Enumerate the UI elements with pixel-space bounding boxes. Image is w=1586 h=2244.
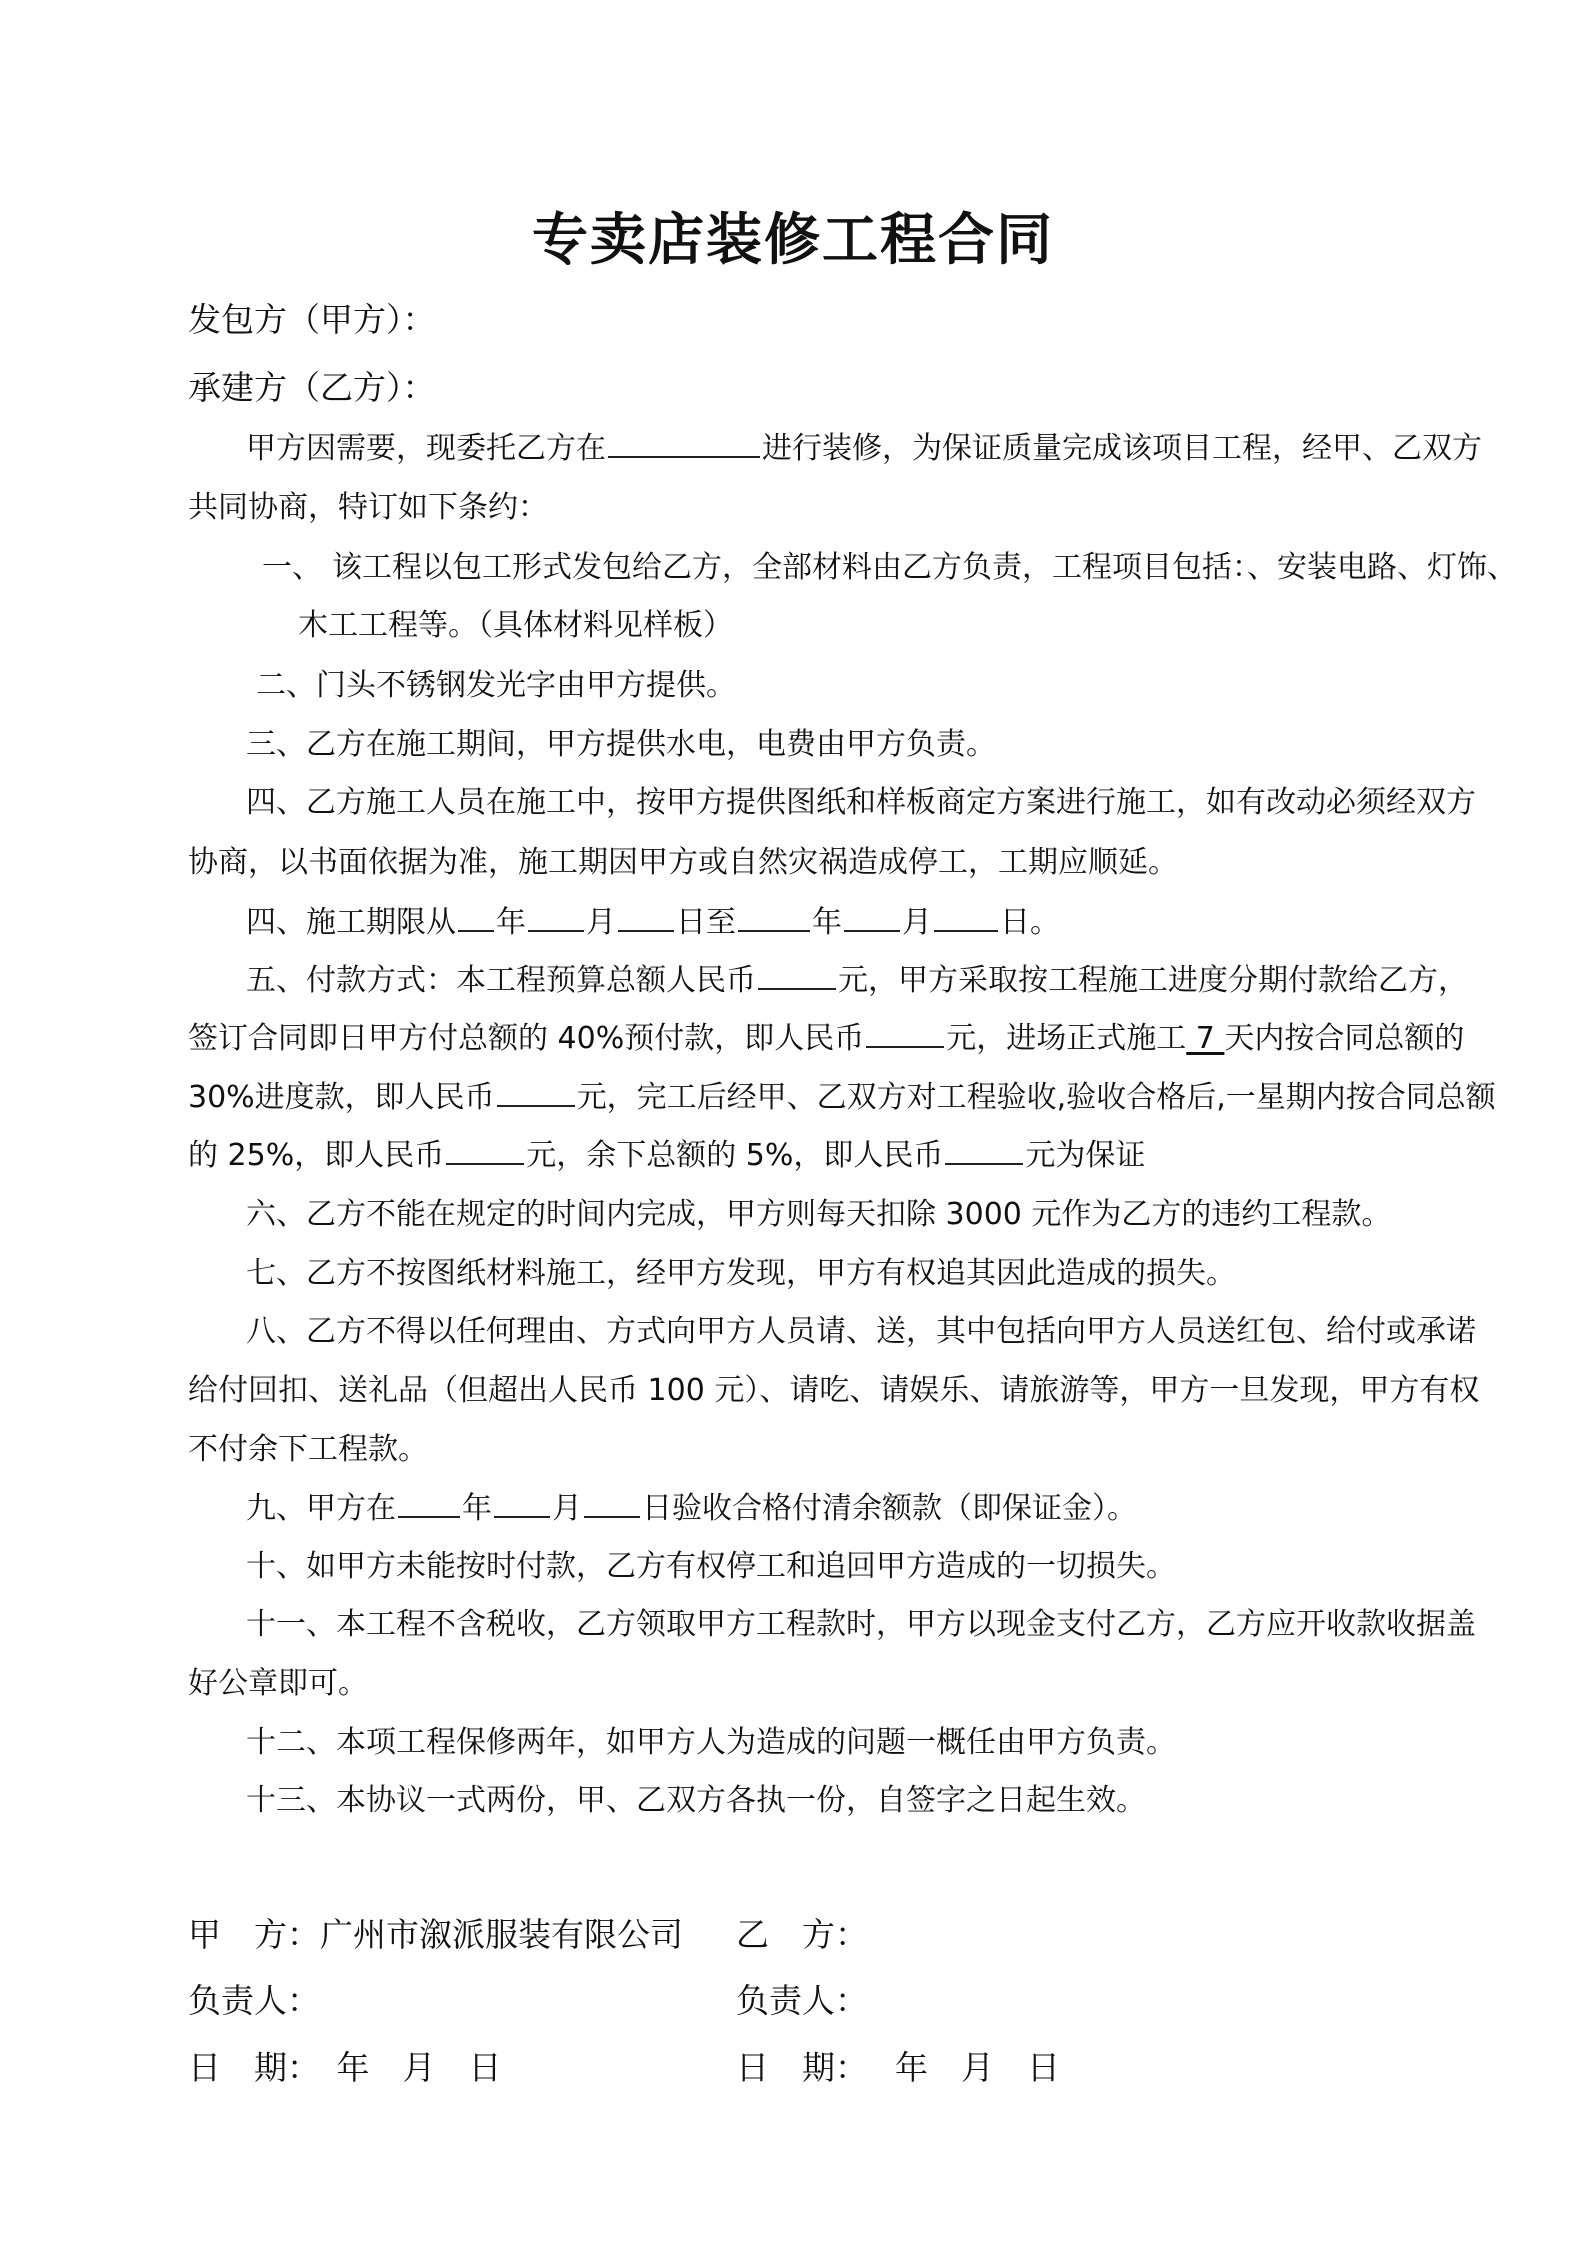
party-a-label: 发包方（甲方）： (188, 300, 436, 339)
clause-5-line-3 (188, 1077, 1496, 1118)
acceptance-year-blank (398, 1488, 460, 1518)
clause-1-line-1: 该工程以包工形式发包给乙方，全部材料由乙方负责，工程项目包括：、安装电路、灯饰、 (332, 550, 1517, 585)
start-month-blank (528, 902, 584, 932)
document-title: 专卖店装修工程合同 (532, 208, 1054, 273)
intro-text-1: 甲方因需要，现委托乙方在 (246, 431, 606, 466)
payment-text: 30%进度款，即人民币 (188, 1080, 495, 1115)
payment-text: 元为保证 (1025, 1138, 1146, 1173)
clause-3: 三、乙方在施工期间，甲方提供水电，电费由甲方负责。 (246, 727, 996, 762)
advance-amount-blank (866, 1018, 944, 1048)
retention-amount-blank (945, 1135, 1023, 1165)
location-blank (608, 428, 760, 458)
signature-person-a: 负责人： (188, 1981, 320, 2020)
period-text: 四、施工期限从 (246, 905, 456, 940)
clause-2: 二、门头不锈钢发光字由甲方提供。 (256, 668, 736, 703)
clause-7: 七、乙方不按图纸材料施工，经甲方发现，甲方有权追其因此造成的损失。 (246, 1256, 1236, 1291)
signature-date-b: 日 期： 年 月 日 (736, 2048, 1060, 2087)
signature-party-b: 乙 方： (736, 1915, 868, 1954)
signature-person-b: 负责人： (736, 1981, 868, 2020)
clause-9 (246, 1488, 1137, 1529)
clause-1-number: 一、 (262, 550, 322, 585)
payment-text: 元，进场正式施工 (946, 1021, 1187, 1056)
intro-text-2: 进行装修，为保证质量完成该项目工程，经甲、乙双方 (762, 431, 1482, 466)
payment-text: 元，完工后经甲、乙双方对工程验收,验收合格后,一星期内按合同总额 (576, 1080, 1496, 1115)
year-text: 年 (462, 1491, 492, 1526)
payment-text: 天内按合同总额的 (1224, 1021, 1465, 1056)
signature-party-a: 甲 方：广州市溆派服装有限公司 (188, 1915, 683, 1954)
acceptance-text: 九、甲方在 (246, 1491, 396, 1526)
total-amount-blank (758, 960, 836, 990)
clause-11-line-2: 好公章即可。 (188, 1666, 368, 1701)
intro-line-1 (246, 428, 1482, 469)
clause-4b-period (246, 902, 1060, 943)
month-text: 月 (902, 905, 932, 940)
progress-amount-blank (497, 1077, 575, 1107)
acceptance-text: 日验收合格付清余额款（即保证金）。 (642, 1491, 1137, 1526)
clause-8-line-1: 八、乙方不得以任何理由、方式向甲方人员请、送，其中包括向甲方人员送红包、给付或承诺 (246, 1314, 1476, 1349)
clause-6: 六、乙方不能在规定的时间内完成，甲方则每天扣除 3000 元作为乙方的违约工程款。 (246, 1197, 1392, 1232)
clause-11-line-1: 十一、本工程不含税收，乙方领取甲方工程款时，甲方以现金支付乙方，乙方应开收款收据盖 (246, 1607, 1476, 1642)
clause-4a-line-2: 协商，以书面依据为准，施工期因甲方或自然灾祸造成停工，工期应顺延。 (188, 845, 1178, 880)
signature-date-a: 日 期： 年 月 日 (188, 2048, 502, 2087)
intro-line-2: 共同协商，特订如下条约： (188, 490, 548, 525)
clause-12: 十二、本项工程保修两年，如甲方人为造成的问题一概任由甲方负责。 (246, 1725, 1176, 1760)
payment-text: 签订合同即日甲方付总额的 40%预付款，即人民币 (188, 1021, 865, 1056)
clause-8-line-2: 给付回扣、送礼品（但超出人民币 100 元）、请吃、请娱乐、请旅游等，甲方一旦发现，甲方有权 (188, 1373, 1480, 1408)
payment-text: 的 25%，即人民币 (188, 1138, 445, 1173)
end-day-blank (934, 902, 998, 932)
month-text: 月 (586, 905, 616, 940)
days-value: 7 (1186, 1021, 1225, 1056)
year-text: 年 (496, 905, 526, 940)
acceptance-month-blank (494, 1488, 550, 1518)
clause-5-line-2 (188, 1018, 1464, 1059)
final-amount-blank (446, 1135, 524, 1165)
clause-8-line-3: 不付余下工程款。 (188, 1432, 428, 1467)
clause-4a-line-1: 四、乙方施工人员在施工中，按甲方提供图纸和样板商定方案进行施工，如有改动必须经双方 (246, 785, 1476, 820)
start-day-blank (618, 902, 674, 932)
clause-1-line-2: 木工工程等。（具体材料见样板） (298, 608, 733, 643)
year-text: 年 (812, 905, 842, 940)
clause-5-line-4 (188, 1135, 1145, 1176)
day-text: 日。 (1000, 905, 1060, 940)
clause-5-line-1 (246, 960, 1468, 1001)
acceptance-day-blank (584, 1488, 640, 1518)
clause-13: 十三、本协议一式两份，甲、乙双方各执一份，自签字之日起生效。 (246, 1783, 1146, 1818)
end-month-blank (844, 902, 900, 932)
party-b-label: 承建方（乙方）： (188, 368, 436, 407)
payment-text: 五、付款方式：本工程预算总额人民币 (246, 963, 756, 998)
clause-10: 十、如甲方未能按时付款，乙方有权停工和追回甲方造成的一切损失。 (246, 1549, 1176, 1584)
payment-text: 元，甲方采取按工程施工进度分期付款给乙方， (838, 963, 1468, 998)
end-year-blank (738, 902, 810, 932)
month-text: 月 (552, 1491, 582, 1526)
day-to-text: 日至 (676, 905, 736, 940)
payment-text: 元，余下总额的 5%，即人民币 (526, 1138, 944, 1173)
start-year-blank (458, 902, 494, 932)
